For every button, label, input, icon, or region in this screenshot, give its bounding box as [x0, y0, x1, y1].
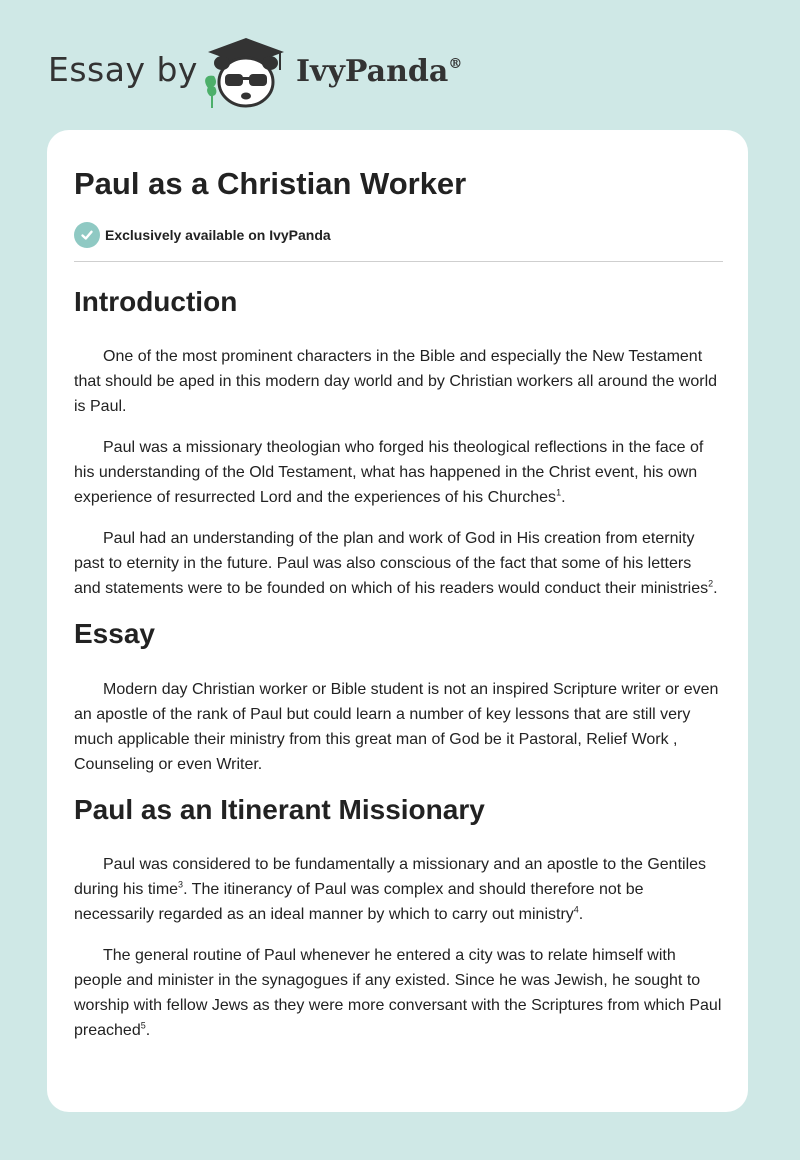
- footnote-ref[interactable]: 4: [573, 904, 579, 915]
- paragraph-tail: .: [561, 489, 566, 507]
- paragraph: [74, 526, 722, 601]
- brand-name[interactable]: [296, 54, 462, 89]
- paragraph: [74, 435, 722, 510]
- exclusive-label: Exclusively available on IvyPanda: [105, 227, 331, 243]
- section-heading-itinerant-missionary: Paul as an Itinerant Missionary: [74, 793, 485, 825]
- paragraph-text: Paul was considered to be fundamentally a missionary and an apostle to the Gentiles during his time: [74, 856, 707, 899]
- registered-mark: ®: [448, 56, 463, 72]
- divider: [74, 261, 723, 262]
- paragraph-text: Paul had an understanding of the plan and work of God in His creation from eternity past to eternity in the future. Paul was also conscious of the fact that some of his letters and statements were to be founded on which of his readers would conduct their ministries: [74, 530, 709, 598]
- exclusive-badge: [74, 222, 331, 248]
- paragraph-text: Paul was a missionary theologian who forged his theological reflections in the face of his understanding of the Old Testament, what has happened in the Christ event, his own experience of resurrected Lord and the experiences of his Churches: [74, 439, 704, 507]
- footnote-ref[interactable]: 2: [708, 579, 714, 590]
- essay-card: [47, 130, 748, 1112]
- essay-by-label: Essay by: [48, 50, 198, 89]
- paragraph-tail: .: [578, 906, 584, 924]
- footnote-ref[interactable]: 5: [140, 1020, 146, 1031]
- paragraph-text-continued: . The itinerancy of Paul was complex and should therefore not be necessarily regarded as an ideal manner by which to carry out ministry: [74, 881, 644, 924]
- paragraph: [74, 344, 722, 419]
- essay-body: [74, 280, 722, 1043]
- paragraph-text: One of the most prominent characters in the Bible and especially the New Testament that should be aped in this modern day world and by Christian workers all around the world is Paul.: [74, 348, 718, 416]
- paragraph-text: Modern day Christian worker or Bible student is not an inspired Scripture writer or even an apostle of the rank of Paul but could learn a number of key lessons that are still very much applicable their ministry from this great man of God be it Pastoral, Relief Work , Counseling or even Writer.: [74, 680, 719, 773]
- paragraph-tail: .: [145, 1022, 151, 1040]
- section-heading-essay: Essay: [74, 618, 155, 650]
- paragraph-text: The general routine of Paul whenever he entered a city was to relate himself with people and minister in the synagogues if any existed. Since he was Jewish, he sought to worship with fellow Jews as they were more conversant with the Scriptures from which Paul preached: [74, 947, 722, 1040]
- site-header: [0, 0, 800, 120]
- footnote-ref[interactable]: 3: [178, 879, 184, 890]
- footnote-ref[interactable]: 1: [556, 488, 562, 499]
- paragraph: [74, 852, 722, 927]
- brand-text: IvyPanda: [296, 54, 449, 89]
- check-circle-icon: [74, 222, 100, 248]
- paragraph-tail: .: [713, 580, 718, 598]
- section-heading-introduction: Introduction: [74, 286, 238, 317]
- panda-logo-icon[interactable]: [200, 36, 292, 110]
- paragraph: [74, 943, 722, 1043]
- page-title: Paul as a Christian Worker: [74, 166, 467, 201]
- paragraph: [74, 677, 722, 777]
